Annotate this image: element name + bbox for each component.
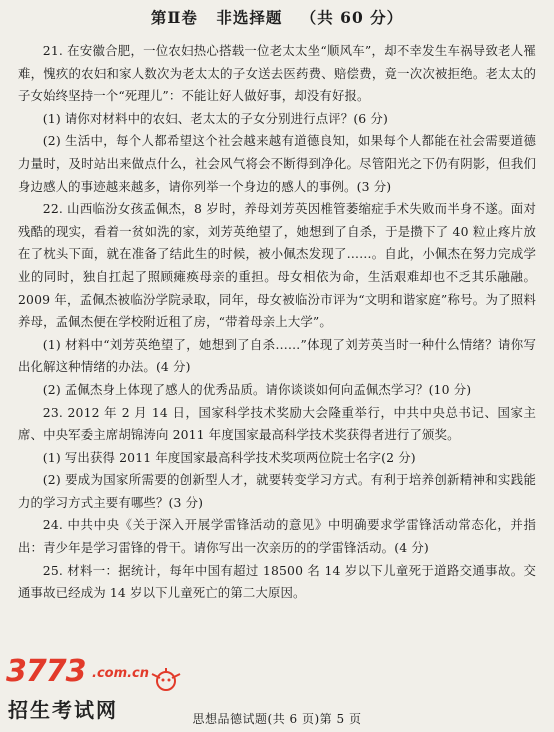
watermark-name: 招生考试网 (8, 698, 118, 722)
page-footer: 思想品德试题(共 6 页)第 5 页 (192, 712, 362, 726)
question-22-part-2: (2) 孟佩杰身上体现了感人的优秀品质。请你谈谈如何向孟佩杰学习？(10 分) (42, 381, 472, 397)
section-title (18, 6, 536, 28)
question-25-material-1: 25. 材料一：据统计，每年中国有超过 18500 名 14 岁以下儿童死于道路交通事故。交通事故已经成为 14 岁以下儿童死亡的第二大原因。 (18, 562, 536, 601)
watermark-domain: .com.cn (92, 666, 150, 681)
question-23-stem: 23. 2012 年 2 月 14 日，国家科学技术奖励大会隆重举行，中共中央总书记、国家主席、中央军委主席胡锦涛向 2011 年度国家最高科学技术奖获得者进行了颁奖。 (18, 404, 536, 443)
question-21-part-2: (2) 生活中，每个人都希望这个社会越来越有道德良知，如果每个人都能在社会需要道德力量时，及时站出来做点什么，社会风气将会不断得到净化。尽管阳光之下仍有阴影，但我们身边感人的事迹越来越多，请你列举一个身边的感人的事例。(3 分) (18, 133, 536, 194)
section-title-volume: 第Ⅱ卷 (150, 8, 198, 27)
question-21-part-1: (1) 请你对材料中的农妇、老太太的子女分别进行点评？(6 分) (42, 110, 388, 126)
question-21-stem: 21. 在安徽合肥，一位农妇热心搭载一位老太太坐“顺风车”，却不幸发生车祸导致老人罹难，愧疚的农妇和家人数次为老太太的子女送去医药费、赔偿费，竟一次次被拒绝。老太太的子女始终坚持一个“死理儿”：不能让好人做好事，却没有好报。 (18, 43, 536, 104)
question-24-stem: 24. 中共中央《关于深入开展学雷锋活动的意见》中明确要求学雷锋活动常态化，并指出：青少年是学习雷锋的骨干。请你写出一次亲历的的学雷锋活动。(4 分) (18, 517, 536, 556)
watermark-number: 3773 (6, 654, 86, 689)
section-title-score: （共 60 分） (300, 8, 404, 27)
question-23-part-1: (1) 写出获得 2011 年度国家最高科学技术奖项两位院士名字(2 分) (42, 449, 416, 465)
mascot-icon (146, 666, 186, 696)
question-22-stem: 22. 山西临汾女孩孟佩杰，8 岁时，养母刘芳英因椎管萎缩症手术失败而半身不遂。面对残酷的现实，看着一贫如洗的家，刘芳英绝望了，她想到了自杀，于是攒下了 40 粒止疼片放在了枕头下面，就在准备了结此生的时候，被小佩杰发现了……。自此，小佩杰在努力完成学业的同时，独自扛起了照顾瘫痪母亲的重担。母女相依为命，生活艰难却也不乏其乐融融。2009 年，孟佩杰被临汾学院录取，同年，母女被临汾市评为“文明和谐家庭”称号。为了照料养母，孟佩杰便在学校附近租了房，“带着母亲上大学”。 (18, 201, 536, 330)
question-22-part-1: (1) 材料中“刘芳英绝望了，她想到了自杀……”体现了刘芳英当时一种什么情绪？请你写出化解这种情绪的办法。(4 分) (18, 336, 536, 375)
question-23-part-2: (2) 要成为国家所需要的创新型人才，就要转变学习方式。有利于培养创新精神和实践能力的学习方式主要有哪些？(3 分) (18, 472, 536, 510)
section-title-type: 非选择题 (216, 8, 283, 27)
